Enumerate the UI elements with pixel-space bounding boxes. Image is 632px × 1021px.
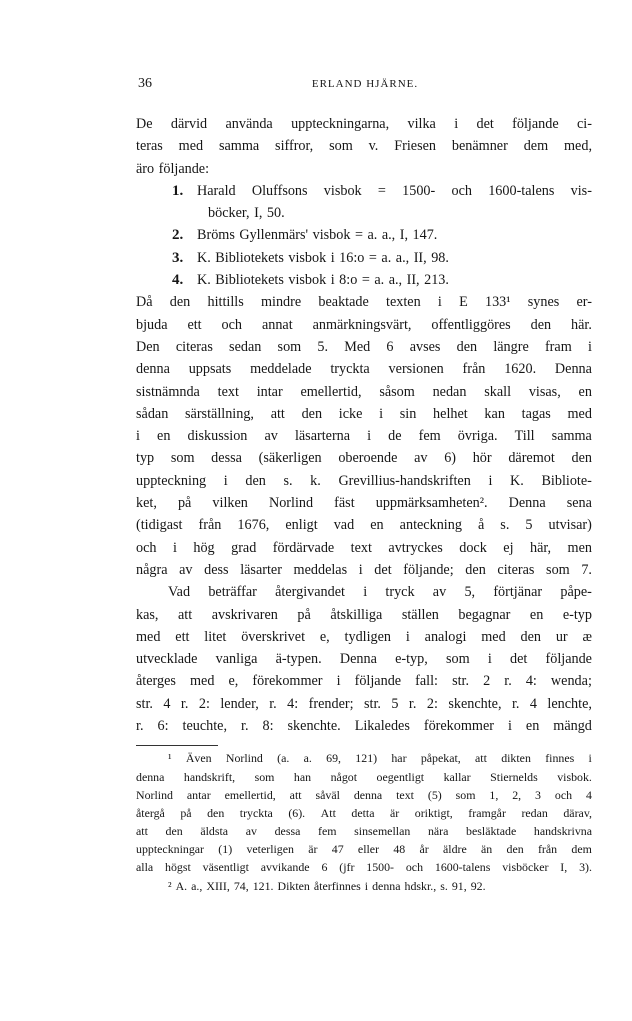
text-line: återges med e, förekommer i följande fall: str. 2 r. 4: wenda;: [136, 673, 592, 690]
text-line: r. 6: teuchte, r. 8: skenchte. Likaledes förekommer i en mängd: [136, 718, 592, 735]
text-line: De därvid använda uppteckningarna, vilka i det följande ci-: [136, 116, 592, 132]
text-line: bjuda ett och annat anmärkningsvärt, offentliggöres den här.: [136, 316, 592, 333]
text-line: och i hög grad fördärvade text avtryckes dock ej här, men: [136, 539, 592, 556]
text-line: sådan särställning, att den icke i sin helhet kan tagas med: [136, 405, 592, 422]
page-header: [138, 76, 592, 94]
running-head: ERLAND HJÄRNE.: [311, 78, 419, 90]
list-item-number: 2.: [172, 227, 184, 244]
list-item-text: K. Bibliotekets visbok i 8:o = a. a., II, 213.: [197, 272, 449, 289]
list-item: [136, 202, 592, 224]
footnote-rule: [136, 745, 218, 746]
list-item-text: böcker, I, 50.: [208, 205, 285, 222]
footnote-line: denna handskrift, som han något oegentligt kallar Stiernelds visbok.: [136, 769, 592, 784]
body-text: [136, 113, 592, 895]
list-item: [136, 247, 592, 269]
text-line: ket, på vilken Norlind fäst uppmärksamheten². Denna sena: [136, 495, 592, 512]
footnote-line: ¹ Även Norlind (a. a. 69, 121) har påpekat, att dikten finnes i: [168, 751, 592, 766]
footnote-line: alla högst väsentligt avvikande 6 (jfr 1500- och 1600-talens visböcker I, 3).: [136, 860, 592, 875]
list-item: [136, 180, 592, 202]
text-line: teras med samma siffror, som v. Friesen benämner dem med,: [136, 138, 592, 155]
list-item-number: 4.: [172, 272, 184, 289]
page-number: 36: [138, 76, 152, 91]
footnote-line: uppteckningar (1) veterligen är 47 eller 48 år äldre än den från dem: [136, 842, 592, 857]
footnote-line: att den äldsta av dessa fem sinsemellan nära besläktade handskrivna: [136, 824, 592, 839]
text-line: några av dess läsarter meddelas i det följande; den citeras som 7.: [136, 561, 592, 578]
footnote-line: återgå på den tryckta (6). Att detta är oriktigt, framgår redan därav,: [136, 805, 592, 820]
list-item-text: K. Bibliotekets visbok i 16:o = a. a., II, 98.: [197, 249, 449, 266]
footnotes: [136, 749, 592, 895]
text-line: typ som dessa (säkerligen oberoende av 6) hör däremot den: [136, 450, 592, 467]
text-line: Den citeras sedan som 5. Med 6 avses den längre fram i: [136, 338, 592, 355]
text-line: utvecklade vanliga ä-typen. Denna e-typ, som i det följande: [136, 651, 592, 668]
text-line: sistnämnda text intar emellertid, såsom nedan skall visas, en: [136, 383, 592, 400]
text-line: uppteckning i den s. k. Grevillius-handskriften i K. Bibliote-: [136, 472, 592, 489]
paragraph-1: [136, 291, 592, 581]
footnote-line: Norlind antar emellertid, att såväl denna text (5) som 1, 2, 3 och 4: [136, 787, 592, 802]
text-line: (tidigast från 1676, enligt vad en anteckning å s. 5 utvisar): [136, 517, 592, 534]
list-item-text: Harald Oluffsons visbok = 1500- och 1600-talens vis-: [197, 182, 592, 199]
list-item: [136, 269, 592, 291]
text-line: denna uppsats meddelade tryckta versionen från 1620. Denna: [136, 361, 592, 378]
text-line: kas, att avskrivaren på åtskilliga ställen begagnar en e-typ: [136, 606, 592, 623]
list-item-text: Bröms Gyllenmärs' visbok = a. a., I, 147.: [197, 227, 438, 244]
text-line: äro följande:: [136, 160, 210, 177]
paragraph-2: [136, 581, 592, 737]
source-list: [136, 180, 592, 291]
footnote-line: ² A. a., XIII, 74, 121. Dikten återfinnes i denna hdskr., s. 91, 92.: [168, 878, 486, 893]
text-line: Då den hittills mindre beaktade texten i E 133¹ synes er-: [136, 294, 592, 311]
list-item: [136, 224, 592, 246]
text-line: i en diskussion av läsarterna i de fem övriga. Till samma: [136, 428, 592, 445]
text-line: Vad beträffar återgivandet i tryck av 5, förtjänar påpe-: [168, 584, 592, 601]
list-item-number: 1.: [172, 182, 184, 199]
text-line: med ett litet överskrivet e, tydligen i analogi med den ur æ: [136, 628, 592, 645]
intro-paragraph: [136, 113, 592, 180]
list-item-number: 3.: [172, 249, 184, 266]
text-line: str. 4 r. 2: lender, r. 4: frender; str. 5 r. 2: skenchte, r. 4 lenchte,: [136, 695, 592, 712]
